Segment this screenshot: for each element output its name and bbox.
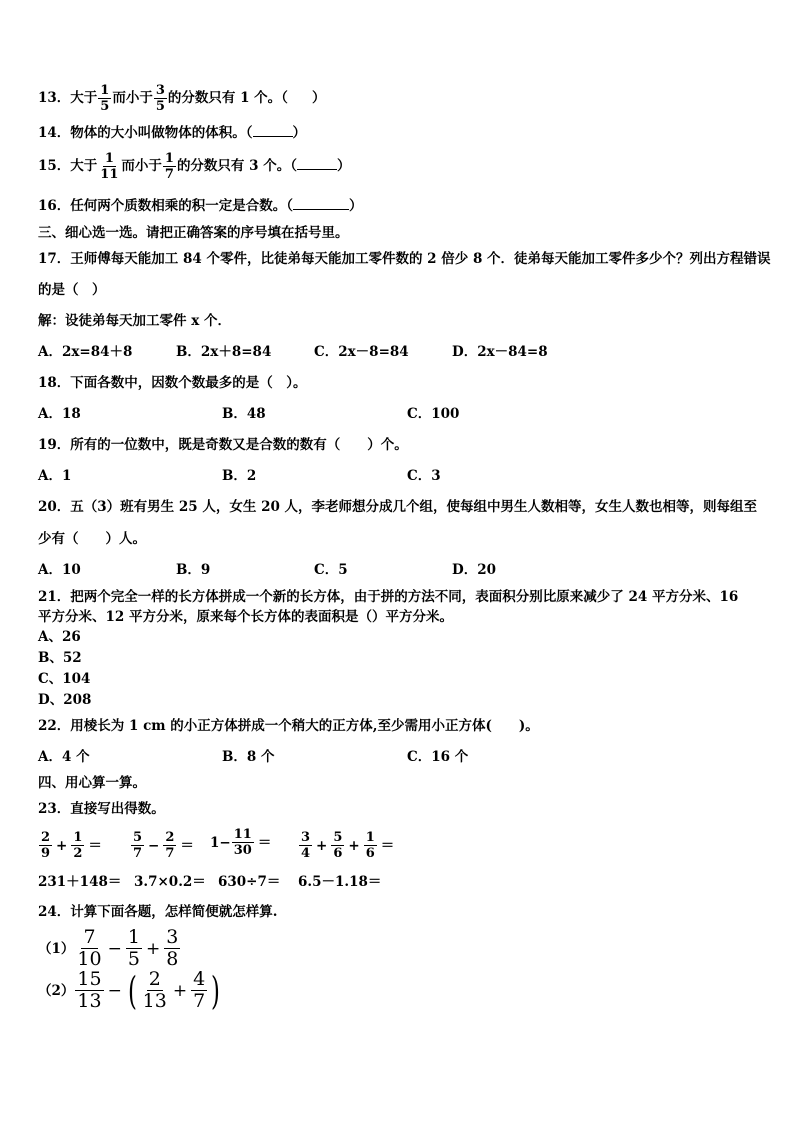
question-text: 大于	[70, 158, 98, 174]
denominator: 9	[41, 846, 51, 861]
numerator: 1	[164, 151, 174, 166]
expression-2	[130, 828, 197, 860]
numerator: 3	[155, 83, 165, 98]
question-text: 16．任何两个质数相乘的积一定是合数。（	[38, 198, 294, 214]
fraction	[163, 831, 176, 860]
denominator: 7	[164, 167, 174, 182]
fraction	[299, 831, 312, 860]
equals-sign: ＝	[180, 837, 194, 854]
section-4-heading: 四、用心算一算。	[38, 775, 146, 791]
expression-1	[38, 828, 105, 860]
question-24: 24．计算下面各题，怎样简便就怎样算.	[38, 904, 278, 920]
denominator: 13	[142, 990, 167, 1012]
mental-calc-4: 6.5－1.18＝	[298, 874, 382, 890]
option-b[interactable]: B．2	[222, 468, 257, 484]
numerator: 1	[104, 151, 114, 166]
question-20-line-1: 20．五（3）班有男生 25 人，女生 20 人，李老师想分成几个组，使每组中男生人数相等，女生人数也相等，则每组至	[38, 499, 758, 515]
question-23: 23．直接写出得数。	[38, 801, 165, 817]
denominator: 6	[333, 846, 343, 861]
numerator: 2	[148, 968, 161, 990]
question-number: 13．	[38, 90, 71, 106]
mental-calc-3: 630÷7＝	[218, 874, 281, 890]
option-d[interactable]: D．2x－84=8	[452, 344, 548, 360]
question-text: 而小于	[112, 90, 153, 106]
fraction-3-5	[154, 84, 167, 113]
problem-24-1	[38, 928, 181, 969]
problem-24-2	[38, 970, 223, 1011]
question-text: 大于	[70, 90, 98, 106]
option-c[interactable]: C．5	[314, 562, 348, 578]
denominator: 5	[127, 948, 140, 970]
denominator: 5	[155, 99, 165, 114]
operator: +	[172, 980, 188, 1001]
fraction	[364, 831, 377, 860]
denominator: 7	[133, 846, 143, 861]
option-b[interactable]: B．48	[222, 406, 266, 422]
question-text: 的分数只有 1 个。（	[167, 90, 288, 106]
option-a[interactable]: A．2x=84＋8	[38, 344, 133, 360]
numerator: 11	[233, 827, 252, 842]
denominator: 11	[100, 167, 119, 182]
right-paren: )	[211, 968, 221, 1013]
fraction	[164, 928, 180, 969]
fraction-1-7	[163, 152, 176, 181]
option-a[interactable]: A．10	[38, 562, 81, 578]
operator: −	[107, 980, 122, 1001]
option-c[interactable]: C．3	[407, 468, 441, 484]
question-22: 22．用棱长为 1 cm 的小正方体拼成一个稍大的正方体,至少需用小正方体( )。	[38, 718, 539, 734]
fraction	[71, 831, 84, 860]
question-number: 15．	[38, 158, 71, 174]
fraction	[141, 970, 169, 1011]
option-d[interactable]: D、208	[38, 692, 92, 708]
question-18: 18．下面各数中，因数个数最多的是（ ）。	[38, 375, 307, 391]
fraction	[75, 928, 103, 969]
question-15	[38, 152, 350, 181]
denominator: 30	[233, 843, 252, 858]
question-21-line-2: 平方分米、12 平方分米，原来每个长方体的表面积是（）平方分米。	[38, 609, 453, 625]
numerator: 3	[301, 830, 311, 845]
denominator: 7	[193, 990, 206, 1012]
expression-4	[298, 828, 397, 860]
mental-calc-2: 3.7×0.2＝	[134, 874, 206, 890]
fraction-1-11	[98, 152, 120, 181]
denominator: 5	[100, 99, 110, 114]
option-b[interactable]: B、52	[38, 650, 82, 666]
question-21-line-1: 21．把两个完全一样的长方体拼成一个新的长方体，由于拼的方法不同，表面积分别比原来减少了 24 平方分米、16	[38, 589, 739, 605]
fraction	[39, 831, 52, 860]
question-17-line-1: 17．王师傅每天能加工 84 个零件，比徒弟每天能加工零件数的 2 倍少 8 个．徒弟每天能加工零件多少个？列出方程错误	[38, 251, 771, 267]
question-17-solution: 解：设徒弟每天加工零件 x 个．	[38, 313, 231, 329]
answer-blank[interactable]	[297, 157, 337, 170]
denominator: 10	[77, 948, 102, 970]
denominator: 2	[73, 846, 83, 861]
fraction	[232, 828, 254, 857]
fraction	[126, 928, 142, 969]
expression-3	[210, 828, 274, 857]
option-a[interactable]: A．1	[38, 468, 72, 484]
option-a[interactable]: A．18	[38, 406, 81, 422]
denominator: 13	[77, 990, 102, 1012]
left-paren: (	[127, 968, 137, 1013]
operator: +	[316, 837, 328, 854]
option-b[interactable]: B．2x＋8=84	[176, 344, 272, 360]
question-14	[38, 124, 306, 142]
option-c[interactable]: C、104	[38, 671, 91, 687]
operator: +	[56, 837, 68, 854]
option-c[interactable]: C．100	[407, 406, 460, 422]
option-b[interactable]: B．8 个	[222, 749, 275, 765]
fraction	[131, 831, 144, 860]
mental-calc-1: 231＋148＝	[38, 874, 122, 890]
equals-sign: ＝	[380, 837, 395, 854]
numerator: 1	[127, 926, 140, 948]
numerator: 3	[166, 926, 179, 948]
operator: +	[145, 938, 161, 959]
option-c[interactable]: C．16 个	[407, 749, 469, 765]
equals-sign: ＝	[257, 834, 272, 851]
fraction	[75, 970, 103, 1011]
question-13	[38, 84, 325, 113]
numerator: 2	[165, 830, 175, 845]
numerator: 2	[41, 830, 51, 845]
question-text: 14．物体的大小叫做物体的体积。（	[38, 125, 253, 141]
problem-label: （1）	[38, 940, 75, 957]
question-20-line-2: 少有（ ）人。	[38, 531, 146, 547]
operator: +	[348, 837, 360, 854]
question-19: 19．所有的一位数中，既是奇数又是合数的数有（ ）个。	[38, 437, 408, 453]
equals-sign: ＝	[88, 837, 102, 854]
option-d[interactable]: D．20	[452, 562, 496, 578]
denominator: 7	[165, 846, 175, 861]
problem-label: （2）	[38, 982, 75, 999]
operand: 1−	[210, 834, 231, 851]
question-text: ）	[336, 158, 351, 174]
answer-blank[interactable]	[253, 124, 293, 137]
fraction	[191, 970, 207, 1011]
fraction	[331, 831, 344, 860]
denominator: 4	[301, 846, 311, 861]
numerator: 1	[73, 830, 83, 845]
numerator: 4	[193, 968, 206, 990]
numerator: 5	[333, 830, 343, 845]
question-text: 而小于	[121, 158, 162, 174]
question-text: ）	[292, 125, 307, 141]
denominator: 8	[166, 948, 179, 970]
option-a[interactable]: A、26	[38, 629, 81, 645]
numerator: 1	[100, 83, 110, 98]
operator: −	[148, 837, 160, 854]
fraction-1-5	[98, 84, 111, 113]
operator: −	[107, 938, 122, 959]
option-a[interactable]: A．4 个	[38, 749, 90, 765]
question-16	[38, 197, 363, 215]
numerator: 15	[77, 968, 102, 990]
section-3-heading: 三、细心选一选。请把正确答案的序号填在括号里。	[38, 225, 349, 241]
answer-blank[interactable]	[293, 197, 349, 210]
numerator: 7	[83, 926, 96, 948]
question-text: ）	[311, 90, 326, 106]
denominator: 6	[365, 846, 375, 861]
option-c[interactable]: C．2x－8=84	[314, 344, 409, 360]
question-text: ）	[349, 198, 363, 214]
numerator: 5	[133, 830, 143, 845]
option-b[interactable]: B．9	[176, 562, 211, 578]
question-text: 的分数只有 3 个。（	[176, 158, 297, 174]
numerator: 1	[365, 830, 375, 845]
question-17-line-2: 的是（ ）	[38, 282, 106, 298]
